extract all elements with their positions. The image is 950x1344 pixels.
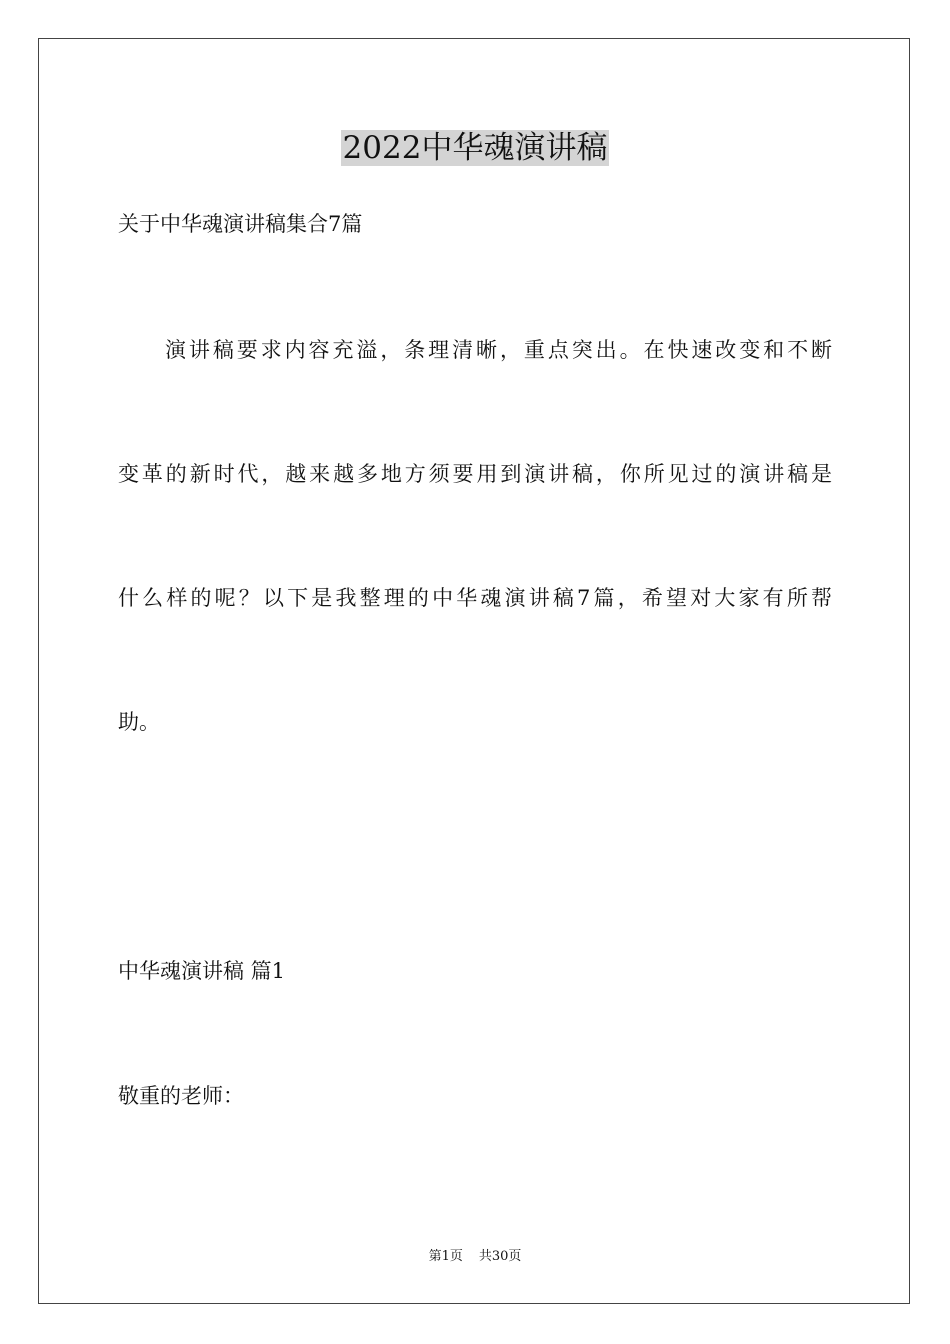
document-title-text: 2022中华魂演讲稿 — [342, 130, 608, 166]
page-number: 第1页 — [428, 1249, 463, 1264]
intro-line-3: 什么样的呢？以下是我整理的中华魂演讲稿7篇，希望对大家有所帮 — [118, 586, 832, 610]
document-subtitle: 关于中华魂演讲稿集合7篇 — [118, 212, 363, 236]
intro-line-2: 变革的新时代，越来越多地方须要用到演讲稿，你所见过的演讲稿是 — [118, 462, 832, 486]
section-heading: 中华魂演讲稿 篇1 — [118, 959, 286, 983]
document-title — [0, 128, 950, 168]
salutation: 敬重的老师： — [118, 1084, 244, 1108]
page-footer — [0, 1248, 950, 1266]
intro-line-1: 演讲稿要求内容充溢，条理清晰，重点突出。在快速改变和不断 — [165, 338, 832, 362]
intro-line-4: 助。 — [118, 710, 160, 734]
page-total: 共30页 — [478, 1249, 522, 1264]
